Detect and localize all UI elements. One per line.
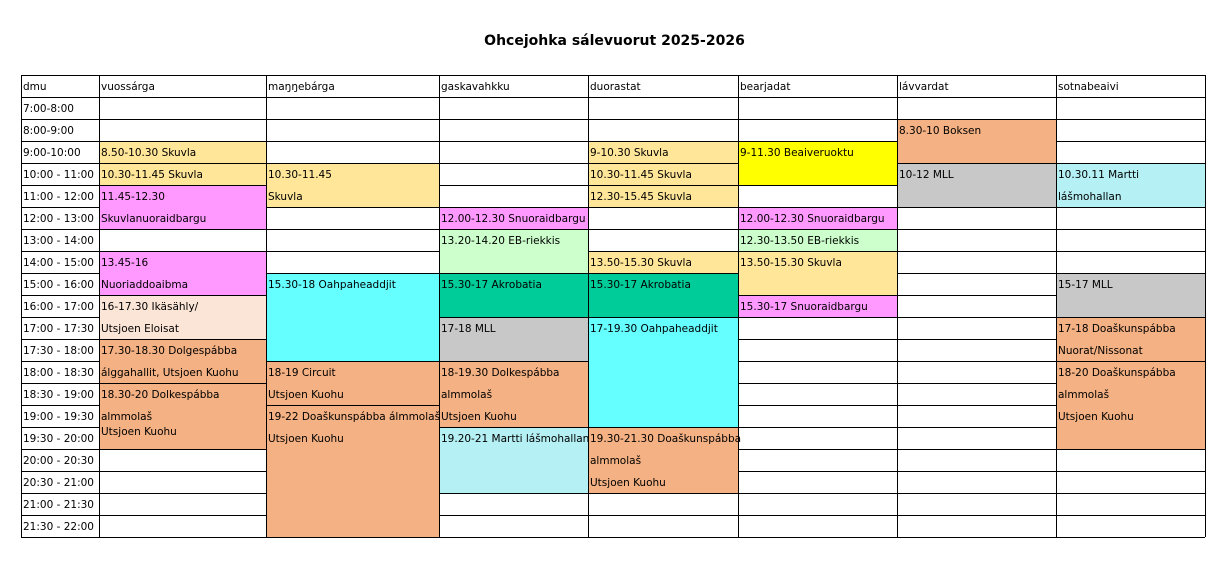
grid-line [266, 97, 439, 98]
grid-line [21, 471, 99, 472]
grid-line [21, 141, 99, 142]
grid-line [21, 97, 99, 98]
booking-text: almmolaš [590, 455, 642, 467]
grid-line [1056, 141, 1205, 142]
booking-text: 12.30-15.45 Skuvla [590, 191, 692, 203]
time-label: 20:30 - 21:00 [23, 477, 94, 489]
grid-line [738, 493, 897, 494]
grid-line [21, 405, 99, 406]
booking-text: 15.30-17 Akrobatia [441, 279, 542, 291]
column-header: duorastat [590, 81, 641, 93]
grid-line [738, 295, 897, 296]
grid-line [1056, 361, 1205, 362]
grid-line [588, 141, 738, 142]
grid-line [99, 515, 266, 516]
grid-line [21, 207, 99, 208]
grid-line [588, 163, 738, 164]
booking-text: 19.20-21 Martti lášmohallan [441, 433, 590, 445]
time-label: 21:30 - 22:00 [23, 521, 94, 533]
grid-line [99, 75, 266, 76]
booking-text: 10.30-11.45 Skuvla [101, 169, 203, 181]
grid-line [439, 537, 588, 538]
grid-line [266, 75, 267, 537]
booking-text: Utsjoen Kuohu [101, 425, 177, 438]
booking-text: 8.50-10.30 Skuvla [101, 147, 197, 159]
grid-line [99, 493, 266, 494]
booking-text: 9-11.30 Beaiveruoktu [740, 147, 854, 159]
column-header: sotnabeaivi [1058, 81, 1119, 93]
grid-line [897, 361, 1056, 362]
booking-text: 9-10.30 Skuvla [590, 147, 669, 159]
grid-line [1056, 97, 1205, 98]
booking-text: 10.30-11.45 [268, 169, 332, 181]
grid-line [439, 75, 440, 537]
grid-line [1056, 251, 1205, 252]
booking-text: Skuvlanuoraidbargu [101, 213, 207, 225]
grid-line [21, 361, 99, 362]
grid-line [897, 251, 1056, 252]
grid-line [99, 449, 266, 450]
grid-line [99, 185, 266, 186]
grid-line [21, 427, 99, 428]
grid-line [1056, 317, 1205, 318]
booking-text: 17-18 Doaškunspábba [1058, 323, 1176, 335]
time-label: 10:00 - 11:00 [23, 169, 94, 181]
grid-line [897, 515, 1056, 516]
grid-line [588, 317, 738, 318]
booking-text: almmolaš [1058, 389, 1110, 401]
booking-text: lášmohallan [1058, 191, 1122, 203]
grid-line [1056, 75, 1205, 76]
grid-line [897, 163, 1056, 164]
booking-text: 15.30-17 Akrobatia [590, 279, 691, 291]
time-label: 19:30 - 20:00 [23, 433, 94, 445]
column-header: bearjadat [740, 81, 791, 93]
booking-text: Utsjoen Kuohu [268, 389, 344, 401]
grid-line [588, 97, 738, 98]
booking-text: 15-17 MLL [1058, 279, 1113, 291]
grid-line [21, 75, 22, 537]
booking-text: 13.50-15.30 Skuvla [740, 257, 842, 269]
column-header: vuossárga [101, 81, 155, 93]
time-label: 18:00 - 18:30 [23, 367, 94, 379]
booking-text: 18-19 Circuit [268, 367, 336, 379]
grid-line [897, 471, 1056, 472]
time-label: 11:00 - 12:00 [23, 191, 94, 203]
booking-text: 18-20 Doaškunspábba [1058, 367, 1176, 379]
booking-text: 13.50-15.30 Skuvla [590, 257, 692, 269]
booking-text: Utsjoen Kuohu [268, 433, 344, 445]
time-label: 8:00-9:00 [23, 125, 74, 137]
grid-line [738, 449, 897, 450]
grid-line [738, 75, 897, 76]
grid-line [738, 537, 897, 538]
grid-line [738, 383, 897, 384]
grid-line [897, 449, 1056, 450]
grid-line [21, 383, 99, 384]
grid-line [897, 207, 1056, 208]
grid-line [897, 537, 1056, 538]
grid-line [439, 207, 588, 208]
grid-line [99, 383, 266, 384]
grid-line [266, 537, 439, 538]
grid-line [266, 251, 439, 252]
grid-line [439, 361, 588, 362]
grid-line [588, 251, 738, 252]
grid-line [21, 163, 99, 164]
booking-text: 8.30-10 Boksen [899, 125, 982, 137]
grid-line [897, 295, 1056, 296]
grid-line [266, 229, 439, 230]
grid-line [738, 75, 739, 537]
grid-line [439, 317, 588, 318]
booking-text: 10-12 MLL [899, 169, 954, 181]
grid-line [738, 251, 897, 252]
column-header: dmu [23, 81, 47, 93]
grid-line [266, 75, 439, 76]
booking-text: Nuorat/Nissonat [1058, 345, 1143, 357]
grid-line [99, 471, 266, 472]
grid-line [1056, 471, 1205, 472]
grid-line [588, 537, 738, 538]
booking-text: 16-17.30 Ikäsähly/ [101, 301, 199, 313]
booking-text: 19-22 Doaškunspábba álmmolaš [268, 411, 441, 423]
grid-line [738, 339, 897, 340]
grid-line [21, 493, 99, 494]
grid-line [1056, 273, 1205, 274]
grid-line [588, 515, 738, 516]
grid-line [266, 207, 439, 208]
grid-line [99, 97, 266, 98]
booking-text: 19.30-21.30 Doaškunspábba [590, 433, 742, 445]
grid-line [738, 229, 897, 230]
grid-line [99, 75, 100, 537]
grid-line [21, 515, 99, 516]
grid-line [439, 273, 588, 274]
grid-line [99, 229, 266, 230]
time-label: 14:00 - 15:00 [23, 257, 94, 269]
time-label: 7:00-8:00 [23, 103, 74, 115]
grid-line [21, 273, 99, 274]
grid-line [897, 273, 1056, 274]
time-label: 19:00 - 19:30 [23, 411, 94, 423]
grid-line [897, 97, 1056, 98]
grid-line [1056, 537, 1205, 538]
booking-text: 18.30-20 Dolkespábba [101, 389, 220, 401]
grid-line [21, 75, 99, 76]
grid-line [897, 119, 1056, 120]
booking-text: 12.00-12.30 Snuoraidbargu [740, 213, 885, 225]
grid-line [266, 119, 439, 120]
column-header: maŋŋebárga [268, 81, 335, 93]
grid-line [99, 295, 266, 296]
grid-line [21, 251, 99, 252]
grid-line [738, 119, 897, 120]
grid-line [99, 119, 266, 120]
grid-line [439, 427, 588, 428]
booking-text: 17-18 MLL [441, 323, 496, 335]
grid-line [21, 119, 99, 120]
grid-line [266, 141, 439, 142]
booking-text: Utsjoen Kuohu [441, 411, 517, 423]
grid-line [897, 493, 1056, 494]
booking-text: Utsjoen Eloisat [101, 323, 179, 335]
grid-line [439, 141, 588, 142]
grid-line [897, 427, 1056, 428]
grid-line [21, 537, 99, 538]
grid-line [99, 141, 266, 142]
column-header: lávvardat [899, 81, 949, 93]
grid-line [1205, 75, 1206, 537]
booking-text: almmolaš [101, 411, 153, 423]
grid-line [21, 317, 99, 318]
booking-text: 17-19.30 Oahpaheaddjit [590, 323, 718, 335]
grid-line [588, 75, 738, 76]
grid-line [588, 229, 738, 230]
grid-line [588, 427, 738, 428]
column-header: gaskavahkku [441, 81, 510, 93]
time-label: 17:30 - 18:00 [23, 345, 94, 357]
schedule-title: Ohcejohka sálevuorut 2025-2026 [484, 33, 745, 49]
grid-line [897, 317, 1056, 318]
grid-line [897, 405, 1056, 406]
grid-line [439, 163, 588, 164]
grid-line [439, 185, 588, 186]
time-label: 15:00 - 16:00 [23, 279, 94, 291]
booking-text: Utsjoen Kuohu [1058, 411, 1134, 423]
booking-text: 10.30.11 Martti [1058, 169, 1140, 181]
booking-text: 11.45-12.30 [101, 191, 165, 203]
grid-line [1056, 119, 1205, 120]
grid-line [266, 405, 439, 406]
grid-line [439, 75, 588, 76]
grid-line [266, 273, 439, 274]
time-label: 18:30 - 19:00 [23, 389, 94, 401]
grid-line [21, 339, 99, 340]
time-label: 9:00-10:00 [23, 147, 81, 159]
schedule-table [21, 75, 1205, 537]
booking-text: 13.45-16 [101, 257, 149, 269]
booking-text: 13.20-14.20 EB-riekkis [441, 235, 561, 247]
grid-line [738, 405, 897, 406]
booking-text: Utsjoen Kuohu [590, 477, 666, 489]
grid-line [738, 207, 897, 208]
booking-text: almmolaš [441, 389, 493, 401]
grid-line [266, 163, 439, 164]
time-label: 21:00 - 21:30 [23, 499, 94, 511]
grid-line [99, 339, 266, 340]
time-label: 17:00 - 17:30 [23, 323, 94, 335]
grid-line [99, 251, 266, 252]
grid-line [897, 339, 1056, 340]
grid-line [1056, 493, 1205, 494]
grid-line [588, 185, 738, 186]
time-label: 16:00 - 17:00 [23, 301, 94, 313]
grid-line [588, 493, 738, 494]
booking-text: 10.30-11.45 Skuvla [590, 169, 692, 181]
grid-line [21, 229, 99, 230]
booking-text: 15.30-17 Snuoraidbargu [740, 301, 868, 313]
grid-line [266, 361, 439, 362]
time-label: 13:00 - 14:00 [23, 235, 94, 247]
booking-text: 15.30-18 Oahpaheaddjit [268, 279, 396, 291]
booking-text: 18-19.30 Dolkespábba [441, 367, 560, 379]
grid-line [439, 493, 588, 494]
grid-line [738, 185, 897, 186]
grid-line [439, 515, 588, 516]
grid-line [21, 295, 99, 296]
grid-line [439, 97, 588, 98]
time-label: 12:00 - 13:00 [23, 213, 94, 225]
booking-text: álggahallit, Utsjoen Kuohu [101, 367, 239, 379]
grid-line [1056, 229, 1205, 230]
grid-line [738, 141, 897, 142]
grid-line [1056, 449, 1205, 450]
grid-line [897, 75, 898, 537]
grid-line [439, 229, 588, 230]
booking-text: 12.00-12.30 Snuoraidbargu [441, 213, 586, 225]
grid-line [588, 119, 738, 120]
grid-line [1056, 163, 1205, 164]
grid-line [21, 449, 99, 450]
grid-line [1056, 515, 1205, 516]
grid-line [588, 75, 589, 537]
grid-line [99, 537, 266, 538]
grid-line [21, 185, 99, 186]
grid-line [99, 163, 266, 164]
booking-text: Skuvla [268, 191, 303, 203]
grid-line [439, 119, 588, 120]
booking-text: 12.30-13.50 EB-riekkis [740, 235, 860, 247]
grid-line [738, 361, 897, 362]
grid-line [588, 207, 738, 208]
booking-block[interactable] [266, 405, 439, 537]
time-label: 20:00 - 20:30 [23, 455, 94, 467]
grid-line [897, 383, 1056, 384]
grid-line [588, 273, 738, 274]
grid-line [738, 427, 897, 428]
booking-text: Nuoriaddoaibma [101, 279, 189, 291]
grid-line [738, 515, 897, 516]
grid-line [738, 317, 897, 318]
grid-line [897, 75, 1056, 76]
booking-text: 17.30-18.30 Dolgespábba [101, 345, 238, 357]
grid-line [738, 97, 897, 98]
grid-line [1056, 75, 1057, 537]
grid-line [897, 229, 1056, 230]
grid-line [738, 471, 897, 472]
grid-line [1056, 207, 1205, 208]
